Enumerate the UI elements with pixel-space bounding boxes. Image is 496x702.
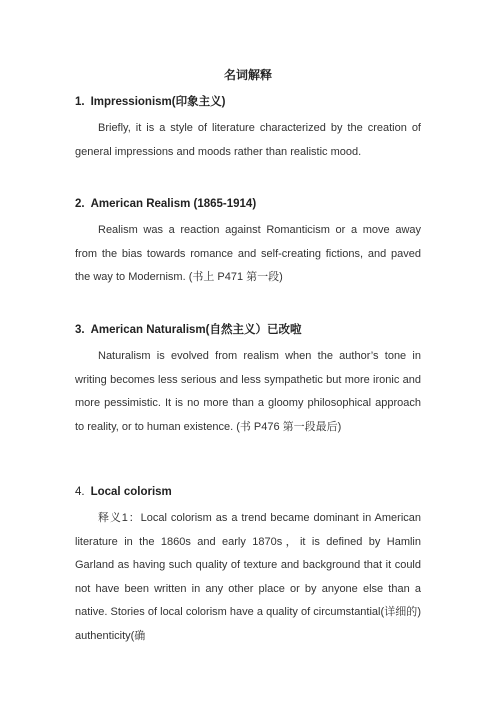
section-paragraph: 释义1：Local colorism as a trend became dominant in American literature in the 1860s and early 1870s，it is defined by Hamlin Garland as having such quality of texture and background that it could not have been written in any other place or by anyone else than a native. Stories of local colorism have a quality of circumstantial(详细的) authenticity(确 bbox=[75, 512, 421, 642]
section-heading bbox=[75, 195, 421, 213]
section-american-naturalism bbox=[75, 321, 421, 439]
section-heading bbox=[75, 93, 421, 111]
section-american-realism bbox=[75, 195, 421, 290]
page-title: 名词解释 bbox=[223, 68, 272, 82]
section-number: 3. bbox=[75, 324, 85, 336]
section-heading-text: American Realism (1865-1914) bbox=[90, 198, 257, 210]
section-number: 2. bbox=[75, 198, 85, 210]
section-heading-text: Local colorism bbox=[90, 486, 172, 498]
section-impressionism bbox=[75, 93, 421, 164]
section-heading bbox=[75, 483, 421, 501]
section-paragraph: Realism was a reaction against Romanticism or a move away from the bias towards romance and self-creating fictions, and paved the way to Modernism. (书上 P471 第一段) bbox=[75, 224, 421, 283]
section-paragraph: Naturalism is evolved from realism when the author’s tone in writing becomes less serious and less sympathetic but more ironic and more pessimistic. It is no more than a gloomy philosophical approach to reality, or to human existence. (书 P476 第一段最后) bbox=[75, 350, 421, 433]
section-number: 4. bbox=[75, 486, 85, 498]
section-heading-text: American Naturalism(自然主义）已改啦 bbox=[90, 324, 302, 336]
section-paragraph: Briefly, it is a style of literature characterized by the creation of general impressions and moods rather than realistic mood. bbox=[75, 122, 421, 158]
section-heading bbox=[75, 321, 421, 339]
section-number: 1. bbox=[75, 96, 85, 108]
section-heading-text: Impressionism(印象主义) bbox=[90, 96, 226, 108]
section-local-colorism bbox=[75, 483, 421, 648]
